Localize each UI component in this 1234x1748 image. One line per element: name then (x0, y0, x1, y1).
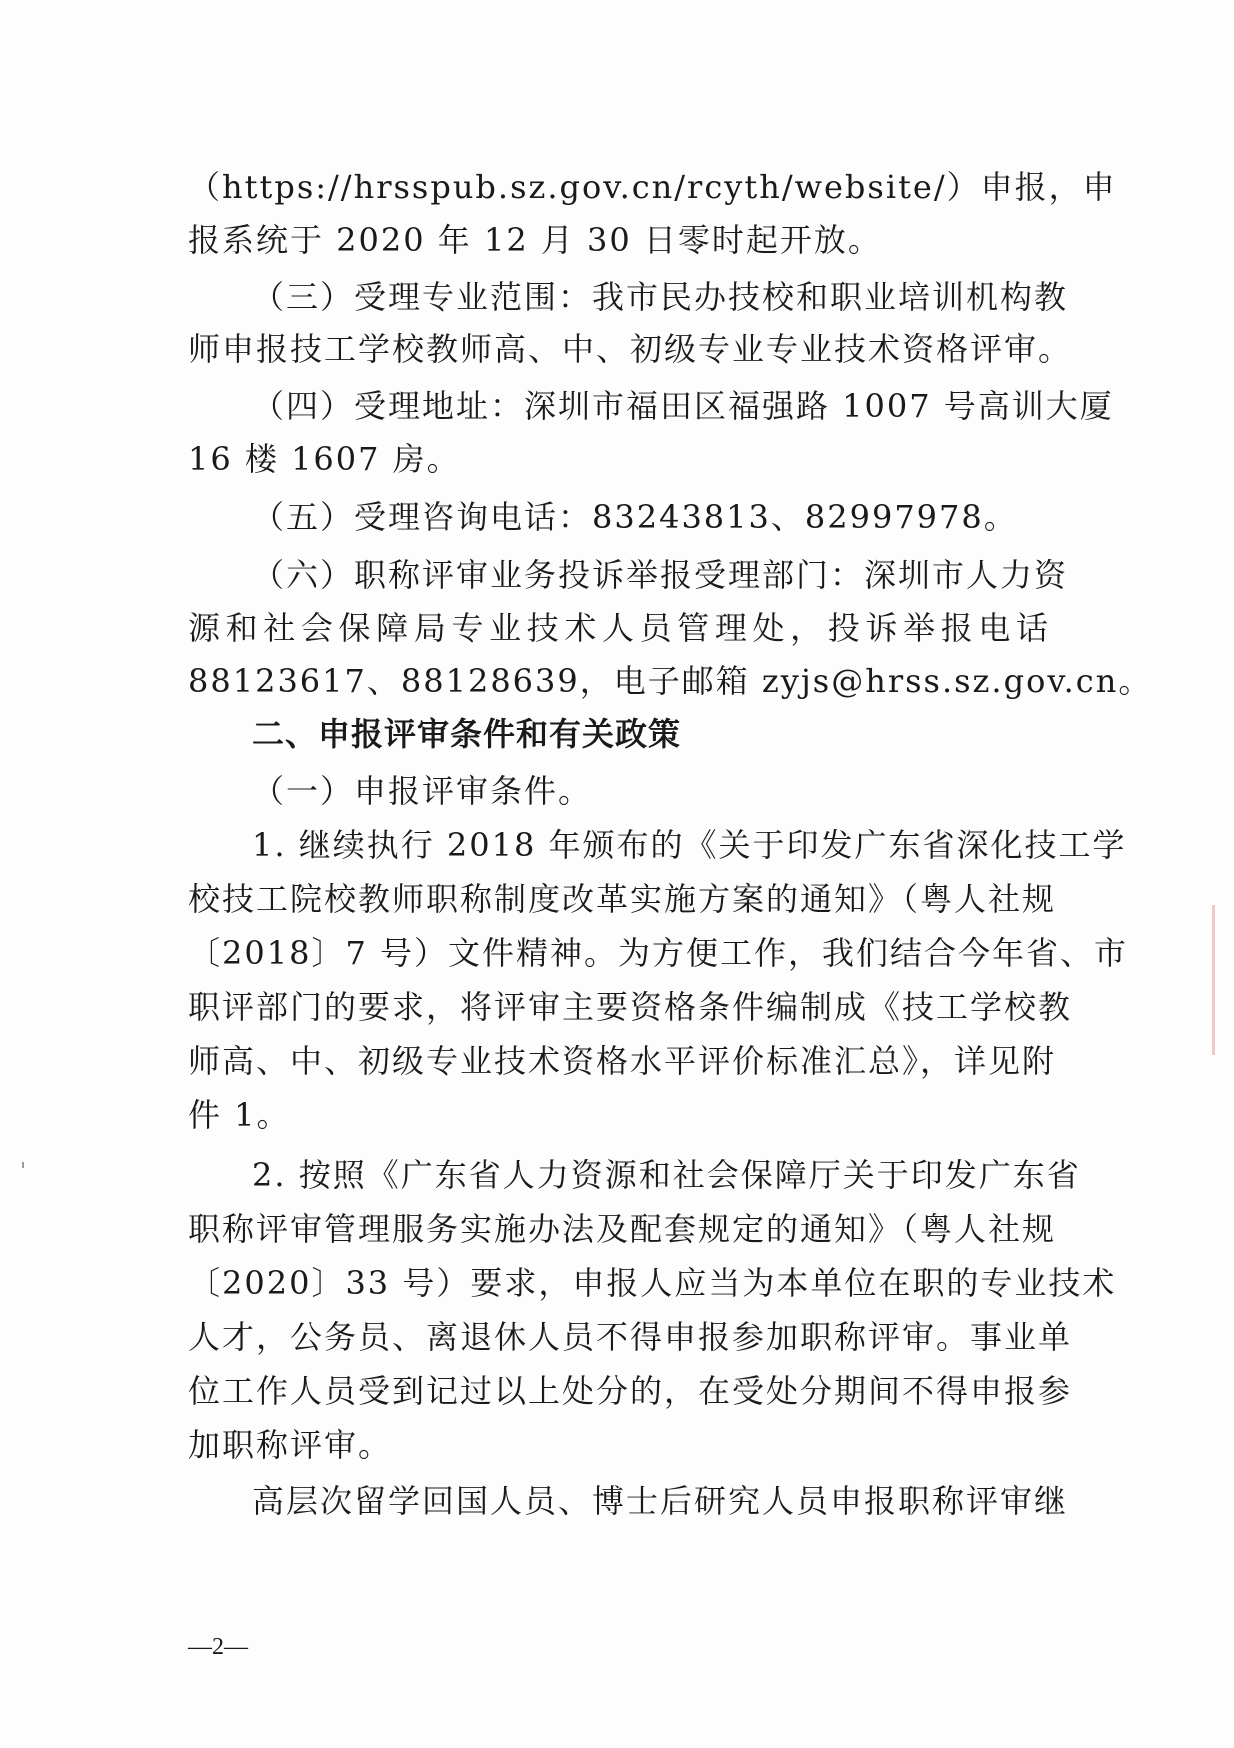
text-line-5: （四）受理地址：深圳市福田区福强路 1007 号高训大厦 (252, 387, 1114, 425)
text-line-3: （三）受理专业范围：我市民办技校和职业培训机构教 (252, 278, 1069, 316)
section-heading: 二、申报评审条件和有关政策 (252, 715, 682, 753)
text-line-19: 2. 按照《广东省人力资源和社会保障厅关于印发广东省 (252, 1156, 1081, 1194)
text-line-12: （一）申报评审条件。 (252, 772, 593, 810)
text-line-18: 件 1。 (188, 1096, 291, 1134)
text-line-9: 源和社会保障局专业技术人员管理处，投诉举报电话 (188, 609, 1050, 647)
text-line-6: 16 楼 1607 房。 (188, 440, 461, 478)
text-line-2: 报系统于 2020 年 12 月 30 日零时起开放。 (188, 221, 882, 259)
text-line-24: 加职称评审。 (188, 1426, 393, 1464)
text-line-15: 〔2018〕7 号）文件精神。为方便工作，我们结合今年省、市 (188, 934, 1128, 972)
text-line-17: 师高、中、初级专业技术资格水平评价标准汇总》，详见附 (188, 1042, 1057, 1080)
text-line-16: 职评部门的要求，将评审主要资格条件编制成《技工学校教 (188, 988, 1073, 1026)
text-line-10: 88123617、88128639，电子邮箱 zyjs@hrss.sz.gov.cn。 (188, 662, 1153, 700)
text-line-23: 位工作人员受到记过以上处分的，在受处分期间不得申报参 (188, 1372, 1073, 1410)
text-line-20: 职称评审管理服务实施办法及配套规定的通知》（粤人社规 (188, 1210, 1057, 1248)
text-line-21: 〔2020〕33 号）要求，申报人应当为本单位在职的专业技术 (188, 1264, 1117, 1302)
page-number: —2— (188, 1634, 248, 1660)
text-line-22: 人才，公务员、离退休人员不得申报参加职称评审。事业单 (188, 1318, 1073, 1356)
text-line-8: （六）职称评审业务投诉举报受理部门：深圳市人力资 (252, 556, 1069, 594)
text-line-1: （https://hrsspub.sz.gov.cn/rcyth/website/）申报，申 (188, 168, 1117, 206)
text-line-7: （五）受理咨询电话：83243813、82997978。 (252, 498, 1018, 536)
text-line-4: 师申报技工学校教师高、中、初级专业专业技术资格评审。 (188, 330, 1073, 368)
seal-stamp-fragment (1212, 905, 1234, 1055)
text-line-25: 高层次留学回国人员、博士后研究人员申报职称评审继 (252, 1482, 1069, 1520)
text-line-14: 校技工院校教师职称制度改革实施方案的通知》（粤人社规 (188, 880, 1057, 918)
scan-speck (22, 1162, 24, 1168)
text-line-13: 1. 继续执行 2018 年颁布的《关于印发广东省深化技工学 (252, 826, 1127, 864)
